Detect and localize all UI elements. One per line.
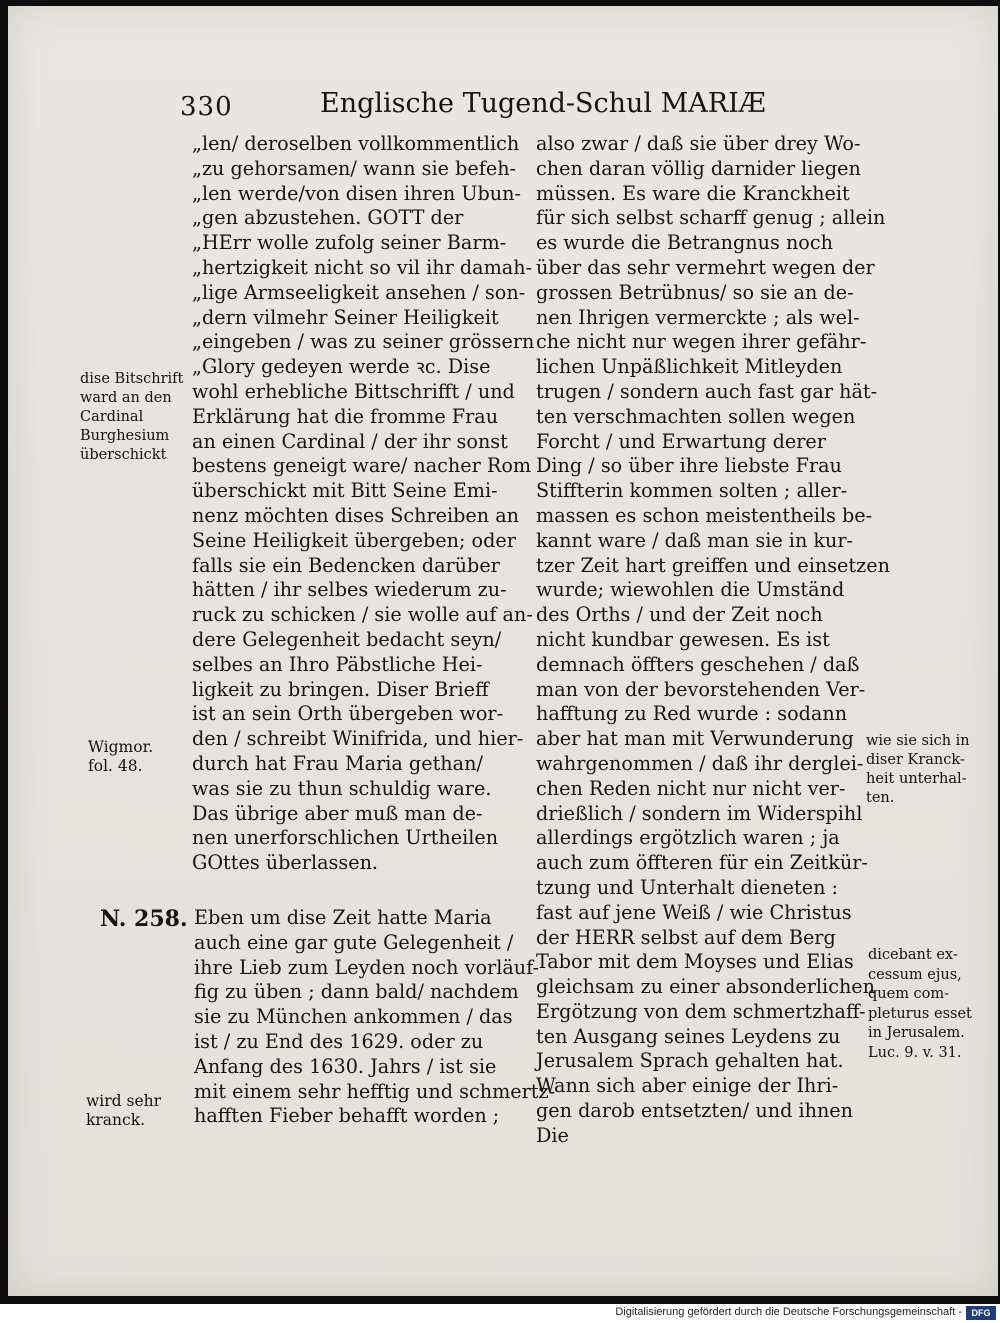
text-line: nen Ihrigen vermerckte ; als wel-: [536, 305, 860, 329]
left-column-paragraph-1: [192, 132, 535, 876]
text-line: GOttes überlassen.: [192, 851, 379, 875]
text-line: Das übrige aber muß man de-: [192, 801, 483, 825]
margin-note-line: dicebant ex-: [868, 947, 958, 963]
text-line: an einen Cardinal / der ihr sonst: [192, 429, 508, 453]
text-line: ist / zu End des 1629. oder zu: [194, 1029, 484, 1053]
margin-note-line: fol. 48.: [88, 757, 143, 775]
text-line: „dern vilmehr Seiner Heiligkeit: [192, 305, 499, 329]
text-line: ist an sein Orth übergeben wor-: [192, 702, 504, 726]
text-line: chen Reden nicht nur nicht ver-: [536, 776, 846, 800]
text-line: müssen. Es ware die Kranckheit: [536, 181, 850, 205]
text-line: allerdings ergötzlich waren ; ja: [536, 826, 840, 850]
margin-note-line: cessum ejus,: [868, 966, 962, 983]
text-line: ten verschmachten sollen wegen: [536, 404, 856, 428]
text-line: Forcht / und Erwartung derer: [536, 429, 826, 453]
margin-note-line: Wigmor.: [88, 738, 154, 756]
text-line: grossen Betrübnus/ so sie an de-: [536, 280, 854, 304]
margin-note-wigmor: [88, 738, 153, 776]
text-line: nenz möchten dises Schreiben an: [192, 503, 520, 527]
margin-note-line: kranck.: [86, 1111, 146, 1129]
text-line: „zu gehorsamen/ wann sie befeh-: [192, 156, 517, 180]
margin-note-line: dise Bitschrift: [80, 371, 184, 387]
text-line: tzer Zeit hart greiffen und einsetzen: [536, 553, 890, 577]
margin-note-line: heit unterhal-: [866, 771, 967, 787]
running-title: Englische Tugend-Schul MARIÆ: [320, 88, 766, 119]
text-line: also zwar / daß sie über drey Wo-: [536, 132, 861, 155]
margin-note-luke: [868, 946, 972, 1063]
text-line: es wurde die Betrangnus noch: [536, 231, 833, 255]
text-line: Wann sich aber einige der Ihri-: [536, 1074, 839, 1098]
text-line: gen darob entsetzten/ und ihnen: [536, 1099, 854, 1123]
margin-note-line: ward an den: [80, 390, 172, 406]
text-line: Seine Heiligkeit übergeben; oder: [192, 528, 516, 552]
text-line: falls sie ein Bedencken darüber: [192, 553, 500, 577]
left-column-paragraph-2: [194, 906, 556, 1129]
text-line: auch eine gar gute Gelegenheit /: [194, 930, 514, 954]
text-line: aber hat man mit Verwunderung: [536, 727, 854, 751]
text-line: bestens geneigt ware/ nacher Rom: [192, 454, 532, 478]
text-line: wahrgenommen / daß ihr derglei-: [536, 751, 864, 775]
margin-note-bittschrift: [80, 370, 183, 465]
text-line: hätten / ihr selbes wiederum zu-: [192, 578, 507, 602]
text-line: „lige Armseeligkeit ansehen / son-: [192, 280, 526, 304]
margin-note-line: Cardinal: [80, 409, 144, 425]
page-number: 330: [180, 92, 233, 122]
text-line: „eingeben / was zu seiner grössern: [192, 330, 535, 354]
text-line: nen unerforschlichen Urtheilen: [192, 826, 499, 850]
right-column-text: [536, 132, 890, 1149]
text-line: tzung und Unterhalt dieneten :: [536, 875, 838, 899]
margin-note-line: diser Kranck-: [866, 752, 965, 768]
text-line: massen es schon meistentheils be-: [536, 503, 873, 527]
text-line: was sie zu thun schuldig ware.: [192, 776, 492, 800]
text-line: hafften Fieber behafft worden ;: [194, 1104, 500, 1128]
margin-note-line: überschickt: [80, 447, 167, 463]
text-line: „hertzigkeit nicht so vil ihr damah-: [192, 255, 533, 279]
text-line: gleichsam zu einer absonderlichen: [536, 975, 876, 999]
text-line: wurde; wiewohlen die Umständ: [536, 578, 845, 602]
footer-credit: Digitalisierung gefördert durch die Deutsche Forschungsgemeinschaft -: [615, 1306, 962, 1318]
text-line: Jerusalem Sprach gehalten hat.: [536, 1049, 844, 1073]
text-line: Erklärung hat die fromme Frau: [192, 404, 499, 428]
text-line: wohl erhebliche Bittschrifft / und: [192, 379, 515, 403]
text-line: ihre Lieb zum Leyden noch vorläuf-: [194, 955, 540, 979]
text-line: „Glory gedeyen werde ꝛc. Dise: [192, 355, 491, 379]
text-line: der HERR selbst auf dem Berg: [536, 925, 836, 949]
margin-note-line: in Jerusalem.: [868, 1025, 965, 1041]
text-line: Die: [536, 1123, 569, 1147]
text-line: lichen Unpäßlichkeit Mitleyden: [536, 355, 843, 379]
text-line: „len/ deroselben vollkommentlich: [192, 132, 520, 155]
paragraph-number: N. 258.: [100, 906, 188, 932]
text-line: dere Gelegenheit bedacht seyn/: [192, 627, 502, 651]
text-line: selbes an Ihro Päbstliche Hei-: [192, 652, 483, 676]
text-line: mit einem sehr hefftig und schmertz-: [194, 1079, 556, 1103]
text-line: überschickt mit Bitt Seine Emi-: [192, 479, 498, 503]
text-line: Anfang des 1630. Jahrs / ist sie: [194, 1054, 497, 1078]
page-header: [180, 86, 860, 126]
margin-note-line: Luc. 9. v. 31.: [868, 1044, 962, 1061]
text-line: fig zu üben ; dann bald/ nachdem: [194, 980, 519, 1004]
text-line: Tabor mit dem Moyses und Elias: [536, 950, 854, 974]
text-line: den / schreibt Winifrida, und hier-: [192, 727, 524, 751]
margin-note-line: pleturus esset: [868, 1005, 972, 1022]
text-line: hafftung zu Red wurde : sodann: [536, 702, 848, 726]
text-line: auch zum öffteren für ein Zeitkür-: [536, 851, 868, 875]
text-line: kannt ware / daß man sie in kur-: [536, 528, 854, 552]
text-line: über das sehr vermehrt wegen der: [536, 255, 875, 279]
margin-note-line: wird sehr: [86, 1092, 162, 1110]
margin-note-line: wie sie sich in: [866, 733, 970, 749]
margin-note-line: Burghesium: [80, 428, 170, 444]
margin-note-line: quem com-: [868, 986, 950, 1002]
text-line: demnach öffters geschehen / daß: [536, 652, 860, 676]
text-line: „gen abzustehen. GOTT der: [192, 206, 464, 230]
text-line: Ergötzung von dem schmertzhaff-: [536, 999, 866, 1023]
text-line: chen daran völlig darnider liegen: [536, 156, 861, 180]
footer-bar: [0, 1304, 1000, 1323]
text-line: „HErr wolle zufolg seiner Barm-: [192, 231, 507, 255]
text-line: Stiffterin kommen solten ; aller-: [536, 479, 848, 503]
text-line: durch hat Frau Maria gethan/: [192, 751, 483, 775]
text-line: des Orths / und der Zeit noch: [536, 603, 823, 627]
dfg-logo: DFG: [966, 1306, 996, 1320]
text-line: fast auf jene Weiß / wie Christus: [536, 900, 852, 924]
text-line: che nicht nur wegen ihrer gefähr-: [536, 330, 867, 354]
text-line: nicht kundbar gewesen. Es ist: [536, 627, 830, 651]
text-line: „len werde/von disen ihren Ubun-: [192, 181, 521, 205]
margin-note-line: ten.: [866, 790, 895, 806]
margin-note-krankheit: [866, 732, 970, 808]
text-line: ten Ausgang seines Leydens zu: [536, 1024, 841, 1048]
text-line: ruck zu schicken / sie wolle auf an-: [192, 603, 533, 627]
text-line: man von der bevorstehenden Ver-: [536, 677, 866, 701]
margin-note-kranck: [86, 1092, 161, 1130]
text-line: für sich selbst scharff genug ; allein: [536, 206, 886, 230]
text-line: drießlich / sondern im Widerspihl: [536, 801, 863, 825]
text-line: sie zu München ankommen / das: [194, 1005, 513, 1029]
text-line: Eben um dise Zeit hatte Maria: [194, 906, 492, 929]
text-line: Ding / so über ihre liebste Frau: [536, 454, 842, 478]
text-line: trugen / sondern auch fast gar hät-: [536, 379, 878, 403]
text-line: ligkeit zu bringen. Diser Brieff: [192, 677, 489, 701]
